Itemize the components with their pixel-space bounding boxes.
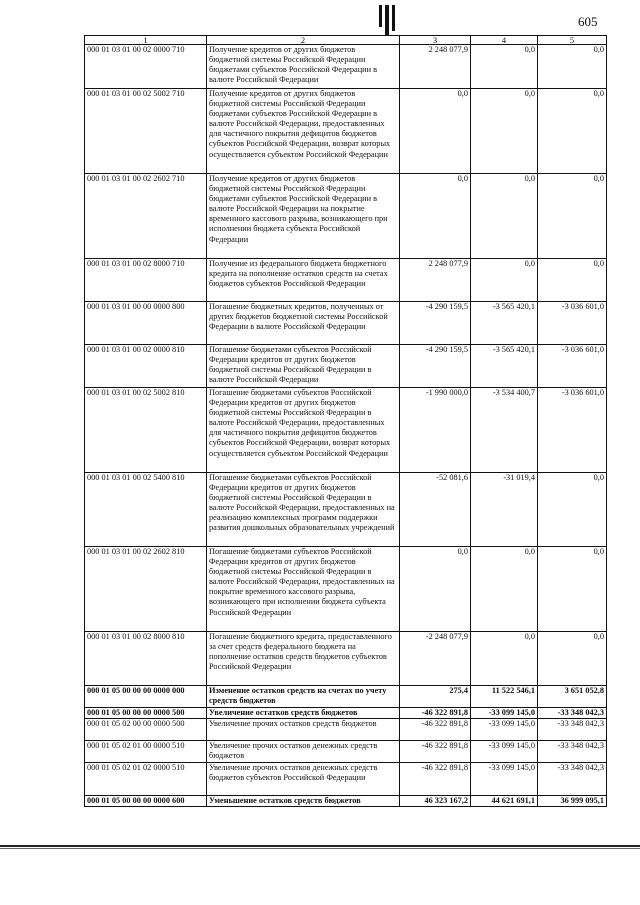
value-col5-cell: 0,0 (538, 473, 607, 547)
row-name-cell: Погашение бюджетами субъектов Российской Федерации кредитов от других бюджетов бюджетной системы Российской Федерации в валюте Российской Федерации, предоставленных на покрытие временного кассового разрыва, возникающего при исполнении бюджета субъекта Российской Федерации (207, 547, 400, 632)
column-number-row (85, 36, 607, 45)
value-col5-cell: -33 348 042,3 (538, 708, 607, 719)
row-name-cell: Получение из федерального бюджета бюджетного кредита на пополнение остатков средств на счетах бюджетов субъектов Российской Федерации (207, 259, 400, 302)
value-col4-cell: 0,0 (471, 174, 538, 259)
table-row (85, 719, 607, 741)
row-name-cell: Погашение бюджетного кредита, предоставленного за счет средств федерального бюджета на пополнение остатков средств бюджетов субъектов Российской Федерации (207, 632, 400, 686)
value-col3-cell: -46 322 891,8 (400, 719, 471, 741)
value-col5-cell: 0,0 (538, 632, 607, 686)
column-header: 5 (538, 36, 607, 45)
budget-code-cell: 000 01 03 01 00 02 5400 810 (85, 473, 207, 547)
value-col4-cell: -3 565 420,1 (471, 302, 538, 345)
value-col3-cell: 0,0 (400, 547, 471, 632)
column-header: 4 (471, 36, 538, 45)
value-col5-cell: 3 651 052,8 (538, 686, 607, 708)
page-bottom-border (0, 845, 640, 847)
table-row (85, 796, 607, 807)
row-name-cell: Увеличение прочих остатков средств бюджетов (207, 719, 400, 741)
value-col3-cell: -52 081,6 (400, 473, 471, 547)
budget-code-cell: 000 01 03 01 00 02 2602 710 (85, 174, 207, 259)
value-col3-cell: 2 248 077,9 (400, 259, 471, 302)
budget-code-cell: 000 01 03 01 00 00 0000 800 (85, 302, 207, 345)
row-name-cell: Получение кредитов от других бюджетов бюджетной системы Российской Федерации бюджетами субъектов Российской Федерации в валюте Российской Федерации (207, 45, 400, 89)
value-col4-cell: 0,0 (471, 632, 538, 686)
table-row (85, 302, 607, 345)
row-name-cell: Увеличение остатков средств бюджетов (207, 708, 400, 719)
value-col3-cell: -1 990 000,0 (400, 388, 471, 473)
value-col3-cell: 0,0 (400, 89, 471, 174)
table-row (85, 89, 607, 174)
table-row (85, 259, 607, 302)
row-name-cell: Погашение бюджетами субъектов Российской Федерации кредитов от других бюджетов бюджетной системы Российской Федерации в валюте Российской Федерации, предоставленных на реализацию комплексных программ поддержки развития дошкольных образовательных учреждений (207, 473, 400, 547)
column-header: 3 (400, 36, 471, 45)
budget-code-cell: 000 01 05 02 01 00 0000 510 (85, 741, 207, 763)
row-name-cell: Уменьшение остатков средств бюджетов (207, 796, 400, 807)
value-col4-cell: 0,0 (471, 259, 538, 302)
value-col5-cell: -33 348 042,3 (538, 719, 607, 741)
value-col5-cell: 0,0 (538, 547, 607, 632)
column-header: 1 (85, 36, 207, 45)
value-col3-cell: -46 322 891,8 (400, 708, 471, 719)
value-col4-cell: 0,0 (471, 547, 538, 632)
row-name-cell: Погашение бюджетами субъектов Российской Федерации кредитов от других бюджетов бюджетной системы Российской Федерации в валюте Российской Федерации (207, 345, 400, 388)
table-row (85, 632, 607, 686)
table-row (85, 388, 607, 473)
table-row (85, 174, 607, 259)
value-col4-cell: 0,0 (471, 89, 538, 174)
value-col3-cell: 0,0 (400, 174, 471, 259)
value-col4-cell: -33 099 145,0 (471, 763, 538, 796)
budget-code-cell: 000 01 05 00 00 00 0000 500 (85, 708, 207, 719)
value-col5-cell: 0,0 (538, 45, 607, 89)
table-row (85, 708, 607, 719)
value-col5-cell: -33 348 042,3 (538, 741, 607, 763)
table-row (85, 547, 607, 632)
row-name-cell: Изменение остатков средств на счетах по учету средств бюджетов (207, 686, 400, 708)
budget-code-cell: 000 01 03 01 00 02 2602 810 (85, 547, 207, 632)
value-col4-cell: 11 522 546,1 (471, 686, 538, 708)
value-col5-cell: 0,0 (538, 174, 607, 259)
value-col5-cell: -3 036 601,0 (538, 302, 607, 345)
value-col4-cell: -3 565 420,1 (471, 345, 538, 388)
value-col3-cell: 275,4 (400, 686, 471, 708)
row-name-cell: Получение кредитов от других бюджетов бюджетной системы Российской Федерации бюджетами субъектов Российской Федерации в валюте Российской Федерации, предоставленных для частичного покрытия дефицитов бюджетов субъектов Российской Федерации, возврат которых осуществляется субъектом Российской Федерации (207, 89, 400, 174)
value-col5-cell: -3 036 601,0 (538, 345, 607, 388)
budget-code-cell: 000 01 03 01 00 02 5002 710 (85, 89, 207, 174)
value-col5-cell: 36 999 095,1 (538, 796, 607, 807)
budget-code-cell: 000 01 05 00 00 00 0000 600 (85, 796, 207, 807)
value-col4-cell: -33 099 145,0 (471, 708, 538, 719)
budget-code-cell: 000 01 05 02 01 02 0000 510 (85, 763, 207, 796)
value-col3-cell: 46 323 167,2 (400, 796, 471, 807)
budget-code-cell: 000 01 03 01 00 02 8000 710 (85, 259, 207, 302)
budget-code-cell: 000 01 03 01 00 02 5002 810 (85, 388, 207, 473)
value-col4-cell: -31 019,4 (471, 473, 538, 547)
value-col4-cell: 0,0 (471, 45, 538, 89)
value-col4-cell: -33 099 145,0 (471, 741, 538, 763)
row-name-cell: Увеличение прочих остатков денежных средств бюджетов (207, 741, 400, 763)
value-col4-cell: 44 621 691,1 (471, 796, 538, 807)
row-name-cell: Увеличение прочих остатков денежных средств бюджетов субъектов Российской Федерации (207, 763, 400, 796)
value-col3-cell: -2 248 077,9 (400, 632, 471, 686)
budget-code-cell: 000 01 03 01 00 02 0000 810 (85, 345, 207, 388)
value-col3-cell: -4 290 159,5 (400, 302, 471, 345)
value-col4-cell: -3 534 400,7 (471, 388, 538, 473)
value-col5-cell: 0,0 (538, 89, 607, 174)
value-col3-cell: -46 322 891,8 (400, 763, 471, 796)
row-name-cell: Погашение бюджетами субъектов Российской Федерации кредитов от других бюджетов бюджетной системы Российской Федерации в валюте Российской Федерации, предоставленных для частичного покрытия дефицитов бюджетов субъектов Российской Федерации, возврат которых осуществляется субъектом Российской Федерации (207, 388, 400, 473)
budget-code-cell: 000 01 05 02 00 00 0000 500 (85, 719, 207, 741)
budget-code-cell: 000 01 03 01 00 02 0000 710 (85, 45, 207, 89)
table-row (85, 763, 607, 796)
budget-table (84, 35, 607, 807)
value-col3-cell: 2 248 077,9 (400, 45, 471, 89)
value-col3-cell: -46 322 891,8 (400, 741, 471, 763)
value-col5-cell: 0,0 (538, 259, 607, 302)
table-row (85, 741, 607, 763)
table-row (85, 45, 607, 89)
table-row (85, 473, 607, 547)
value-col5-cell: -33 348 042,3 (538, 763, 607, 796)
value-col4-cell: -33 099 145,0 (471, 719, 538, 741)
scan-artifact (377, 5, 399, 37)
budget-code-cell: 000 01 05 00 00 00 0000 000 (85, 686, 207, 708)
table-row (85, 686, 607, 708)
page-bottom-border (0, 848, 640, 849)
row-name-cell: Получение кредитов от других бюджетов бюджетной системы Российской Федерации бюджетами субъектов Российской Федерации в валюте Российской Федерации на покрытие временного кассового разрыва, возникающего при исполнении бюджета субъекта Российской Федерации (207, 174, 400, 259)
value-col5-cell: -3 036 601,0 (538, 388, 607, 473)
page-number: 605 (578, 14, 598, 29)
column-header: 2 (207, 36, 400, 45)
budget-code-cell: 000 01 03 01 00 02 8000 810 (85, 632, 207, 686)
value-col3-cell: -4 290 159,5 (400, 345, 471, 388)
row-name-cell: Погашение бюджетных кредитов, полученных от других бюджетов бюджетной системы Российской Федерации в валюте Российской Федерации (207, 302, 400, 345)
table-row (85, 345, 607, 388)
